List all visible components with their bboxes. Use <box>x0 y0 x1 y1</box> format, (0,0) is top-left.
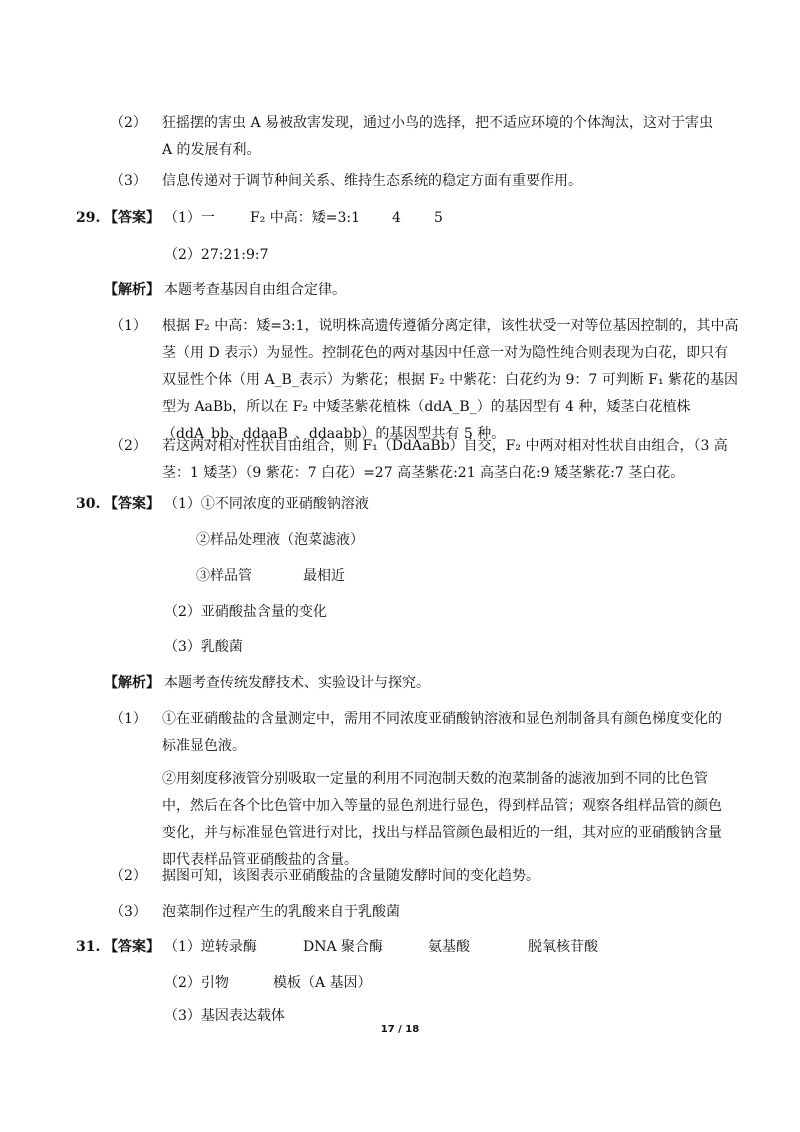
item-number: （2） <box>110 438 147 454</box>
paragraph-line: ②用刻度移液管分别吸取一定量的利用不同泡制天数的泡菜制备的滤液加到不同的比色管 <box>162 771 708 787</box>
paragraph-line: 变化，并与标准显色管进行对比，找出与样品管颜色最相近的一组，其对应的亚硝酸钠含量 <box>162 825 722 841</box>
answer-text: 4 <box>392 210 401 226</box>
answer-text: 5 <box>434 210 443 226</box>
answer-text: 模板（A 基因） <box>273 975 372 991</box>
answer-text: （2）亚硝酸盐含量的变化 <box>164 604 327 620</box>
answer-text: （3）乳酸菌 <box>164 639 243 655</box>
paragraph-line: 据图可知，该图表示亚硝酸盐的含量随发酵时间的变化趋势。 <box>162 868 540 884</box>
analysis-intro: 本题考查传统发酵技术、实验设计与探究。 <box>164 675 430 691</box>
question-number: 29. <box>76 210 101 226</box>
paragraph-line: 信息传递对于调节种间关系、维持生态系统的稳定方面有重要作用。 <box>162 173 582 189</box>
paragraph-line: 若这两对相对性状自由组合，则 F₁（DdAaBb）自交，F₂ 中两对相对性状自由组合，（3 高 <box>162 438 728 454</box>
answer-text: （1）①不同浓度的亚硝酸钠溶液 <box>164 496 369 512</box>
item-number: （1） <box>110 318 147 334</box>
item-number: （1） <box>110 711 147 727</box>
paragraph-line: A 的发展有利。 <box>162 142 261 158</box>
paragraph-line: 中，然后在各个比色管中加入等量的显色剂进行显色，得到样品管；观察各组样品管的颜色 <box>162 798 722 814</box>
answer-text: （1）一 <box>164 210 215 226</box>
question-number: 30. <box>76 496 101 512</box>
answer-text: （2）引物 <box>164 975 229 991</box>
paragraph-line: （ddA_bb、ddaaB_、ddaabb）的基因型共有 5 种。 <box>162 426 506 442</box>
answer-text: （2）27:21:9:7 <box>164 247 269 263</box>
analysis-label: 【解析】 <box>104 282 160 298</box>
answer-text: 氨基酸 <box>428 939 470 955</box>
paragraph-line: 型为 AaBb，所以在 F₂ 中矮茎紫花植株（ddA_B_）的基因型有 4 种，矮茎白花植株 <box>162 399 691 415</box>
paragraph-line: 狂摇摆的害虫 A 易被敌害发现，通过小鸟的选择，把不适应环境的个体淘汰，这对于害虫 <box>162 115 714 131</box>
paragraph-line: 茎（用 D 表示）为显性。控制花色的两对基因中任意一对为隐性纯合则表现为白花，即只有 <box>162 345 729 361</box>
paragraph-line: 泡菜制作过程产生的乳酸来自于乳酸菌 <box>162 904 400 920</box>
answer-label: 【答案】 <box>104 210 160 226</box>
analysis-label: 【解析】 <box>104 675 160 691</box>
paragraph-line: 即代表样品管亚硝酸盐的含量。 <box>162 852 358 868</box>
item-number: （3） <box>110 173 147 189</box>
paragraph-line: 双显性个体（用 A_B_表示）为紫花；根据 F₂ 中紫花：白花约为 9：7 可判断 F₁ 紫花的基因 <box>162 372 739 388</box>
paragraph-line: ①在亚硝酸盐的含量测定中，需用不同浓度亚硝酸钠溶液和显色剂制备具有颜色梯度变化的 <box>162 711 722 727</box>
paragraph-line: 茎：1 矮茎）（9 紫花：7 白花）=27 高茎紫花:21 高茎白花:9 矮茎紫花:7 茎白花。 <box>162 465 685 481</box>
item-number: （3） <box>110 904 147 920</box>
paragraph-line: 标准显色液。 <box>162 738 246 754</box>
answer-text: F₂ 中高：矮=3:1 <box>250 210 361 226</box>
answer-text: （1）逆转录酶 <box>164 939 257 955</box>
answer-text: （3）基因表达载体 <box>164 1008 285 1024</box>
answer-text: DNA 聚合酶 <box>303 939 384 955</box>
item-number: （2） <box>110 868 147 884</box>
question-number: 31. <box>76 939 101 955</box>
analysis-intro: 本题考查基因自由组合定律。 <box>164 282 346 298</box>
paragraph-line: 根据 F₂ 中高：矮=3:1，说明株高遗传遵循分离定律，该性状受一对等位基因控制的，其中高 <box>162 318 739 334</box>
answer-text: ②样品处理液（泡菜滤液） <box>196 532 364 548</box>
answer-text: 脱氧核苷酸 <box>528 939 598 955</box>
answer-label: 【答案】 <box>104 939 160 955</box>
answer-label: 【答案】 <box>104 496 160 512</box>
item-number: （2） <box>110 115 147 131</box>
answer-text: 最相近 <box>303 568 345 584</box>
page-number: 17 / 18 <box>380 1024 420 1035</box>
answer-text: ③样品管 <box>196 568 252 584</box>
